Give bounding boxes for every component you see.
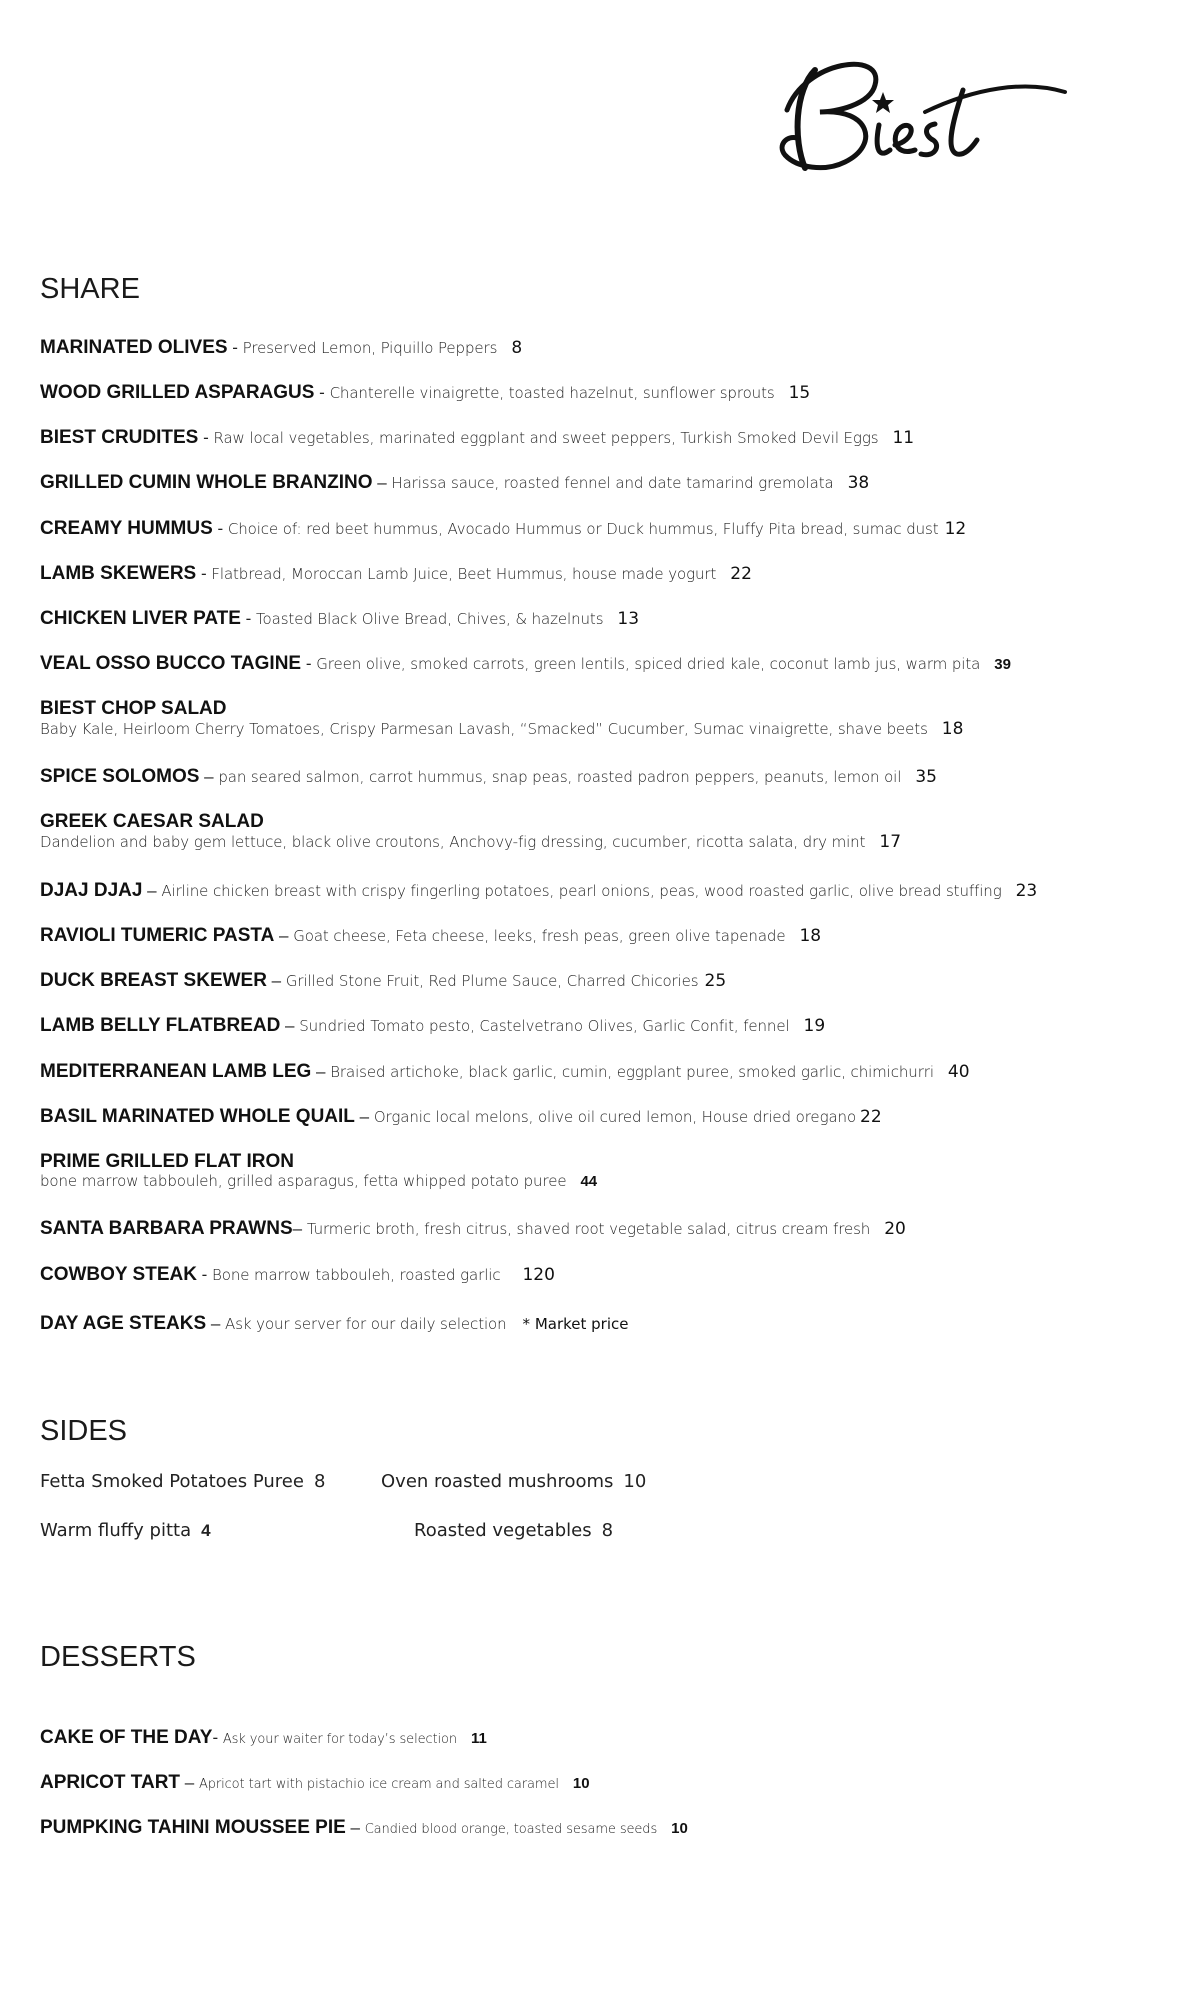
menu-item — [40, 698, 963, 739]
item-price: 22 — [860, 1107, 882, 1127]
item-description: Harissa sauce, roasted fennel and date tamarind gremolata — [391, 474, 834, 492]
item-description: Green olive, smoked carrots, green lentils, spiced dried kale, coconut lamb jus, warm pita — [316, 655, 981, 673]
menu-item — [40, 970, 726, 992]
item-description: Dandelion and baby gem lettuce, black olive croutons, Anchovy-fig dressing, cucumber, ricotta salata, dry mint — [40, 832, 866, 851]
item-name: VEAL OSSO BUCCO TAGINE — [40, 653, 302, 674]
item-separator: – — [274, 926, 294, 945]
item-description: Turmeric broth, fresh citrus, shaved root vegetable salad, citrus cream fresh — [306, 1220, 871, 1238]
item-separator: – — [180, 1773, 199, 1792]
menu-item — [40, 382, 810, 404]
item-name: SANTA BARBARA PRAWNS — [40, 1218, 293, 1239]
item-description: Airline chicken breast with crispy fingerling potatoes, pearl onions, peas, wood roasted garlic, olive bread stuffing — [161, 882, 1002, 900]
item-name: MEDITERRANEAN LAMB LEG — [40, 1061, 312, 1082]
item-price: 120 — [522, 1265, 555, 1285]
item-description: Raw local vegetables, marinated eggplant and sweet peppers, Turkish Smoked Devil Eggs — [213, 429, 879, 447]
item-separator: - — [212, 519, 228, 538]
item-description: Braised artichoke, black garlic, cumin, eggplant puree, smoked garlic, chimichurri — [330, 1063, 934, 1081]
side-price: 4 — [201, 1521, 211, 1540]
item-separator: - — [240, 609, 257, 628]
item-separator: – — [142, 881, 162, 900]
item-price: 10 — [572, 1775, 590, 1792]
item-price: 22 — [730, 564, 752, 584]
item-name: APRICOT TART — [40, 1772, 181, 1793]
item-name: WOOD GRILLED ASPARAGUS — [40, 382, 315, 403]
item-separator: – — [372, 473, 392, 492]
item-price: 10 — [671, 1820, 688, 1837]
menu-item — [40, 337, 522, 359]
item-name: PUMPKING TAHINI MOUSSEE PIE — [40, 1817, 346, 1838]
item-description: Chanterelle vinaigrette, toasted hazelnut, sunflower sprouts — [329, 384, 775, 402]
item-description: Sundried Tomato pesto, Castelvetrano Olives, Garlic Confit, fennel — [299, 1017, 790, 1035]
item-price: 38 — [847, 473, 870, 493]
item-price: 35 — [915, 767, 937, 787]
item-separator: - — [301, 654, 317, 673]
item-price: 25 — [704, 971, 727, 991]
item-price: 13 — [617, 609, 640, 629]
menu-item — [40, 1264, 555, 1286]
item-name: RAVIOLI TUMERIC PASTA — [40, 925, 275, 946]
item-separator: - — [196, 564, 212, 583]
menu-item — [40, 472, 869, 494]
item-price: 8 — [511, 338, 523, 358]
item-description: Goat cheese, Feta cheese, leeks, fresh peas, green olive tapenade — [293, 927, 786, 945]
menu-item — [40, 563, 752, 585]
item-separator: – — [345, 1818, 365, 1837]
item-name: LAMB SKEWERS — [40, 563, 197, 584]
side-price: 10 — [623, 1471, 647, 1492]
item-name: COWBOY STEAK — [40, 1264, 197, 1285]
item-separator: – — [266, 971, 286, 990]
item-separator: – — [280, 1016, 300, 1035]
menu-item — [40, 925, 821, 947]
item-name: CHICKEN LIVER PATE — [40, 608, 241, 629]
item-separator: - — [314, 383, 330, 402]
item-name: BIEST CHOP SALAD — [40, 698, 227, 719]
item-price: 11 — [471, 1730, 487, 1747]
menu-item — [40, 811, 901, 852]
side-item — [414, 1520, 613, 1541]
item-name: GREEK CAESAR SALAD — [40, 811, 264, 832]
item-description: Ask your waiter for today’s selection — [222, 1732, 458, 1747]
item-name: LAMB BELLY FLATBREAD — [40, 1015, 281, 1036]
menu-item — [40, 653, 1011, 675]
menu-item — [40, 1772, 590, 1794]
item-name: SPICE SOLOMOS — [40, 766, 200, 787]
menu-item — [40, 518, 966, 540]
item-name: BASIL MARINATED WHOLE QUAIL — [40, 1106, 355, 1127]
item-price: 40 — [947, 1062, 970, 1082]
menu-item — [40, 608, 639, 630]
menu-item — [40, 880, 1037, 902]
side-price: 8 — [601, 1520, 614, 1541]
item-description: pan seared salmon, carrot hummus, snap peas, roasted padron peppers, peanuts, lemon oil — [218, 768, 902, 786]
side-item — [40, 1471, 325, 1492]
item-price: 23 — [1015, 881, 1038, 901]
item-description: Toasted Black Olive Bread, Chives, & hazelnuts — [256, 610, 604, 628]
menu-item — [40, 1727, 487, 1749]
item-name: DJAJ DJAJ — [40, 880, 143, 901]
side-item — [40, 1520, 211, 1541]
item-separator: - — [212, 1728, 223, 1747]
item-name: DAY AGE STEAKS — [40, 1313, 207, 1334]
section-title-share: SHARE — [40, 273, 140, 305]
side-price: 8 — [313, 1471, 326, 1492]
item-name: DUCK BREAST SKEWER — [40, 970, 267, 991]
side-name: Fetta Smoked Potatoes Puree — [40, 1471, 304, 1492]
menu-item — [40, 766, 937, 788]
item-description: Flatbread, Moroccan Lamb Juice, Beet Hummus, house made yogurt — [211, 565, 717, 583]
item-separator: – — [199, 767, 219, 786]
item-separator: – — [354, 1107, 374, 1126]
item-description: Apricot tart with pistachio ice cream and salted caramel — [198, 1777, 559, 1792]
item-name: MARINATED OLIVES — [40, 337, 228, 358]
item-description: Choice of: red beet hummus, Avocado Hummus or Duck hummus, Fluffy Pita bread, sumac dust — [227, 520, 939, 538]
item-description: Bone marrow tabbouleh, roasted garlic — [212, 1266, 501, 1284]
item-name: BIEST CRUDITES — [40, 427, 199, 448]
item-price: * Market price — [522, 1315, 629, 1333]
section-title-desserts: DESSERTS — [40, 1641, 196, 1673]
biest-script-logo — [775, 50, 1075, 190]
item-name: GRILLED CUMIN WHOLE BRANZINO — [40, 472, 373, 493]
item-separator: - — [196, 1265, 213, 1284]
menu-item — [40, 1151, 597, 1191]
side-item — [381, 1471, 646, 1492]
item-description: Ask your server for our daily selection — [225, 1315, 507, 1333]
item-name: PRIME GRILLED FLAT IRON — [40, 1151, 295, 1172]
item-description: Grilled Stone Fruit, Red Plume Sauce, Charred Chicories — [285, 972, 699, 990]
menu-item — [40, 1817, 688, 1839]
item-price: 11 — [892, 428, 915, 448]
item-name: CAKE OF THE DAY — [40, 1727, 213, 1748]
item-separator: – — [292, 1219, 307, 1238]
section-title-sides: SIDES — [40, 1415, 128, 1447]
item-separator: - — [198, 428, 214, 447]
item-price: 44 — [580, 1172, 598, 1190]
item-description: bone marrow tabbouleh, grilled asparagus, fetta whipped potato puree — [40, 1171, 567, 1190]
menu-item — [40, 427, 914, 449]
item-price: 20 — [884, 1219, 906, 1239]
side-name: Roasted vegetables — [414, 1520, 592, 1541]
item-price: 18 — [799, 926, 822, 946]
brand-logo — [775, 50, 1075, 190]
menu-item — [40, 1313, 628, 1335]
item-separator: - — [227, 338, 243, 357]
item-separator: – — [311, 1062, 331, 1081]
item-description: Candied blood orange, toasted sesame seeds — [364, 1822, 658, 1837]
item-separator: – — [206, 1314, 226, 1333]
item-price: 12 — [944, 519, 967, 539]
item-price: 19 — [803, 1016, 826, 1036]
side-name: Oven roasted mushrooms — [381, 1471, 614, 1492]
item-price: 18 — [941, 718, 964, 739]
menu-item — [40, 1106, 882, 1128]
item-name: CREAMY HUMMUS — [40, 518, 213, 539]
item-description: Organic local melons, olive oil cured lemon, House dried oregano — [373, 1108, 857, 1126]
side-name: Warm fluffy pitta — [40, 1520, 192, 1541]
menu-item — [40, 1061, 970, 1083]
item-price: 17 — [879, 831, 902, 852]
item-price: 39 — [994, 656, 1011, 673]
menu-item — [40, 1015, 825, 1037]
item-description: Preserved Lemon, Piquillo Peppers — [242, 339, 498, 357]
menu-item — [40, 1218, 906, 1240]
item-price: 15 — [788, 383, 811, 403]
item-description: Baby Kale, Heirloom Cherry Tomatoes, Crispy Parmesan Lavash, “Smacked” Cucumber, Sumac vinaigrette, shave beets — [40, 719, 928, 738]
